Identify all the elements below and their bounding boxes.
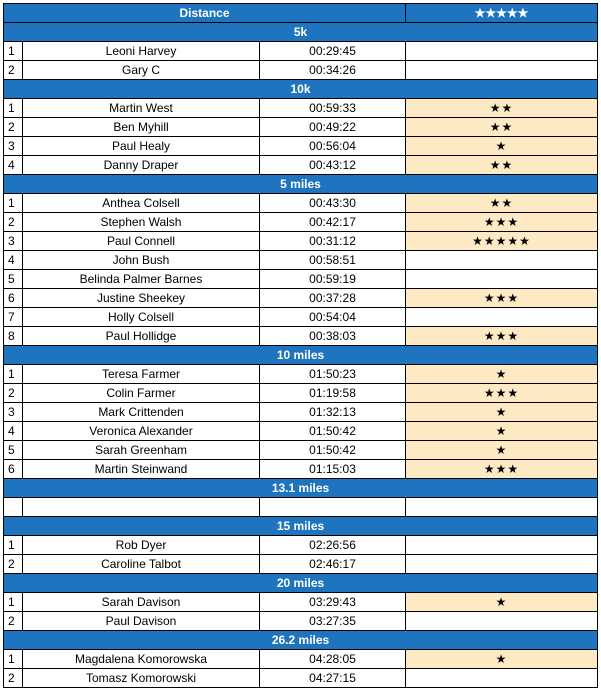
finish-time-cell: 01:50:42 [260,422,406,441]
table-row [4,669,598,688]
position-cell: 4 [4,156,23,175]
distance-header: Distance [4,4,406,23]
position-cell: 5 [4,441,23,460]
runner-name-cell: Danny Draper [23,156,260,175]
section-header-row [4,80,598,99]
runner-name-cell: Sarah Davison [23,593,260,612]
runner-name-cell: Anthea Colsell [23,194,260,213]
finish-time-cell: 00:59:19 [260,270,406,289]
runner-name-cell: Paul Davison [23,612,260,631]
section-title: 10 miles [4,346,598,365]
table-row [4,498,598,517]
rating-stars-cell: ★★★ [406,289,598,308]
table-row [4,612,598,631]
position-cell: 2 [4,555,23,574]
rating-stars-cell: ★★★ [406,213,598,232]
runner-name-cell: John Bush [23,251,260,270]
position-cell: 4 [4,251,23,270]
rating-stars-cell [406,270,598,289]
rating-stars-cell [406,251,598,270]
runner-name-cell: Holly Colsell [23,308,260,327]
finish-time-cell: 00:38:03 [260,327,406,346]
position-cell: 1 [4,536,23,555]
finish-time-cell: 03:29:43 [260,593,406,612]
runner-name-cell: Martin West [23,99,260,118]
table-row [4,384,598,403]
runner-name-cell: Ben Myhill [23,118,260,137]
runner-name-cell: Veronica Alexander [23,422,260,441]
table-row [4,308,598,327]
rating-stars-cell: ★★★ [406,384,598,403]
position-cell: 6 [4,460,23,479]
stars-header: ★★★★★ [406,4,598,23]
finish-time-cell: 01:32:13 [260,403,406,422]
rating-stars-cell: ★★ [406,156,598,175]
runner-name-cell: Martin Steinwand [23,460,260,479]
table-row [4,270,598,289]
runner-name-cell: Colin Farmer [23,384,260,403]
finish-time-cell: 00:37:28 [260,289,406,308]
finish-time-cell: 00:56:04 [260,137,406,156]
runner-name-cell: Paul Hollidge [23,327,260,346]
rating-stars-cell: ★ [406,365,598,384]
results-table [3,3,598,688]
position-cell: 1 [4,194,23,213]
runner-name-cell: Stephen Walsh [23,213,260,232]
position-cell: 8 [4,327,23,346]
section-header-row [4,631,598,650]
rating-stars-cell: ★ [406,650,598,669]
position-cell: 2 [4,118,23,137]
position-cell: 4 [4,422,23,441]
table-row [4,555,598,574]
section-header-row [4,175,598,194]
results-table-body [4,4,598,688]
rating-stars-cell: ★ [406,403,598,422]
table-row [4,365,598,384]
section-title: 15 miles [4,517,598,536]
position-cell: 2 [4,612,23,631]
table-row [4,593,598,612]
runner-name-cell: Leoni Harvey [23,42,260,61]
position-cell: 3 [4,403,23,422]
finish-time-cell: 00:42:17 [260,213,406,232]
rating-stars-cell [406,555,598,574]
finish-time-cell: 01:19:58 [260,384,406,403]
table-row [4,327,598,346]
table-row [4,118,598,137]
position-cell: 3 [4,232,23,251]
runner-name-cell: Rob Dyer [23,536,260,555]
position-cell: 1 [4,365,23,384]
runner-name-cell: Paul Healy [23,137,260,156]
rating-stars-cell [406,498,598,517]
finish-time-cell: 04:28:05 [260,650,406,669]
finish-time-cell: 02:26:56 [260,536,406,555]
runner-name-cell [23,498,260,517]
table-row [4,251,598,270]
runner-name-cell: Caroline Talbot [23,555,260,574]
rating-stars-cell [406,536,598,555]
table-row [4,42,598,61]
finish-time-cell: 02:46:17 [260,555,406,574]
position-cell: 1 [4,42,23,61]
table-row [4,650,598,669]
table-row [4,441,598,460]
finish-time-cell: 03:27:35 [260,612,406,631]
section-title: 10k [4,80,598,99]
table-row [4,460,598,479]
section-title: 5k [4,23,598,42]
finish-time-cell: 00:29:45 [260,42,406,61]
rating-stars-cell: ★ [406,137,598,156]
section-title: 26.2 miles [4,631,598,650]
section-header-row [4,517,598,536]
runner-name-cell: Sarah Greenham [23,441,260,460]
rating-stars-cell: ★ [406,441,598,460]
rating-stars-cell: ★★ [406,99,598,118]
finish-time-cell: 01:15:03 [260,460,406,479]
table-row [4,99,598,118]
rating-stars-cell: ★★ [406,118,598,137]
position-cell: 3 [4,137,23,156]
table-header-row [4,4,598,23]
section-title: 5 miles [4,175,598,194]
table-row [4,137,598,156]
rating-stars-cell: ★★★★★ [406,232,598,251]
runner-name-cell: Gary C [23,61,260,80]
runner-name-cell: Justine Sheekey [23,289,260,308]
position-cell: 2 [4,213,23,232]
rating-stars-cell: ★★★ [406,460,598,479]
position-cell: 7 [4,308,23,327]
position-cell: 1 [4,650,23,669]
rating-stars-cell [406,42,598,61]
finish-time-cell: 01:50:23 [260,365,406,384]
position-cell: 2 [4,669,23,688]
table-row [4,213,598,232]
rating-stars-cell: ★★ [406,194,598,213]
rating-stars-cell [406,308,598,327]
section-header-row [4,574,598,593]
finish-time-cell: 00:43:30 [260,194,406,213]
runner-name-cell: Mark Crittenden [23,403,260,422]
position-cell: 2 [4,61,23,80]
section-title: 20 miles [4,574,598,593]
finish-time-cell: 00:31:12 [260,232,406,251]
table-row [4,61,598,80]
position-cell: 5 [4,270,23,289]
table-row [4,536,598,555]
finish-time-cell: 04:27:15 [260,669,406,688]
position-cell: 2 [4,384,23,403]
runner-name-cell: Tomasz Komorowski [23,669,260,688]
position-cell: 1 [4,593,23,612]
table-row [4,422,598,441]
runner-name-cell: Teresa Farmer [23,365,260,384]
table-row [4,232,598,251]
section-header-row [4,23,598,42]
finish-time-cell: 00:43:12 [260,156,406,175]
rating-stars-cell [406,61,598,80]
table-row [4,403,598,422]
rating-stars-cell: ★ [406,422,598,441]
finish-time-cell: 01:50:42 [260,441,406,460]
finish-time-cell: 00:34:26 [260,61,406,80]
finish-time-cell: 00:54:04 [260,308,406,327]
runner-name-cell: Paul Connell [23,232,260,251]
finish-time-cell: 00:59:33 [260,99,406,118]
section-header-row [4,479,598,498]
finish-time-cell: 00:49:22 [260,118,406,137]
runner-name-cell: Belinda Palmer Barnes [23,270,260,289]
section-header-row [4,346,598,365]
rating-stars-cell [406,669,598,688]
table-row [4,289,598,308]
position-cell: 6 [4,289,23,308]
runner-name-cell: Magdalena Komorowska [23,650,260,669]
rating-stars-cell: ★ [406,593,598,612]
table-row [4,156,598,175]
table-row [4,194,598,213]
finish-time-cell: 00:58:51 [260,251,406,270]
finish-time-cell [260,498,406,517]
section-title: 13.1 miles [4,479,598,498]
rating-stars-cell [406,612,598,631]
position-cell [4,498,23,517]
position-cell: 1 [4,99,23,118]
rating-stars-cell: ★★★ [406,327,598,346]
